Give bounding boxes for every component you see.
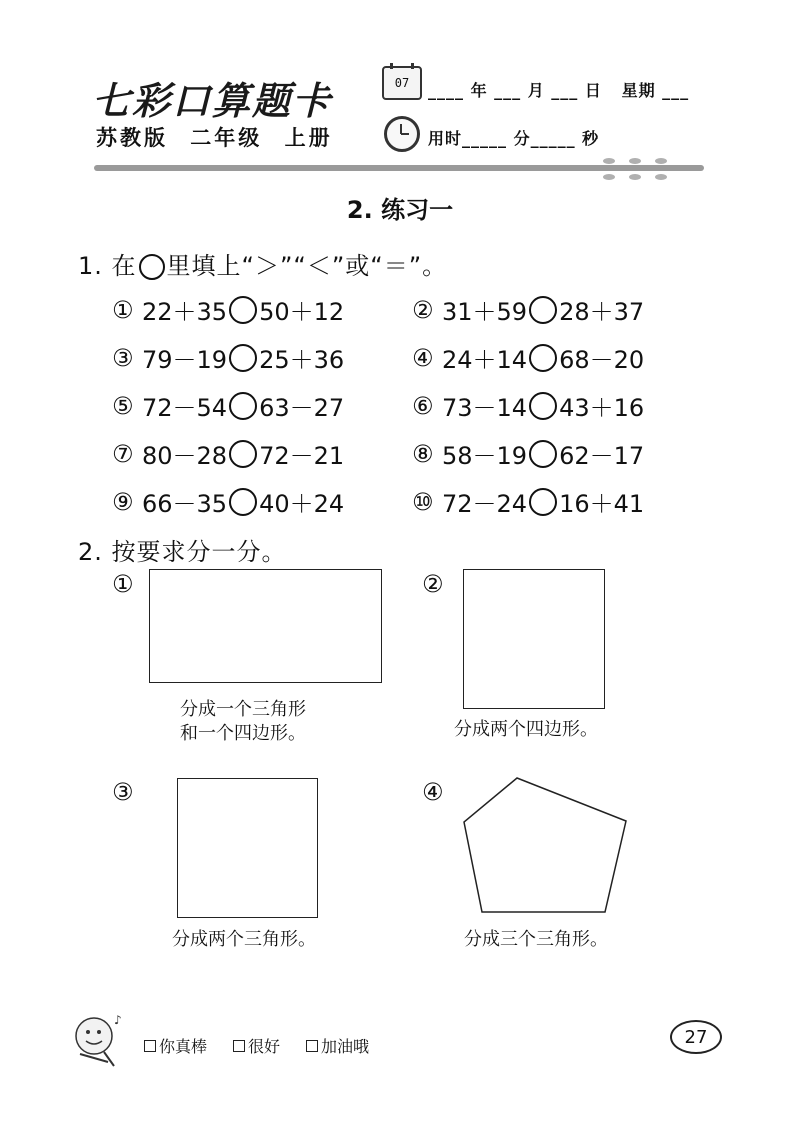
caption-line: 分成一个三角形 (180, 699, 306, 720)
inequality-item (112, 484, 344, 519)
inequality-item (112, 292, 344, 327)
answer-circle[interactable] (229, 488, 257, 516)
answer-circle[interactable] (529, 488, 557, 516)
calendar-day: 07 (394, 76, 410, 90)
checkbox[interactable] (233, 1040, 245, 1052)
answer-circle[interactable] (529, 392, 557, 420)
right-expression: 25＋36 (259, 346, 345, 374)
shape-number: ② (422, 570, 444, 598)
right-expression: 68－20 (559, 346, 645, 374)
caption-line: 分成两个三角形。 (172, 929, 316, 950)
answer-circle[interactable] (229, 296, 257, 324)
clock-icon (384, 116, 420, 152)
question-2-title: 2. 按要求分一分。 (78, 538, 287, 566)
mascot-icon (66, 1010, 130, 1070)
inequality-item (412, 292, 644, 327)
left-expression: 73－14 (442, 394, 528, 422)
right-expression: 72－21 (259, 442, 345, 470)
item-number: ⑨ (112, 487, 134, 516)
shape-number: ④ (422, 778, 444, 806)
inequality-item (112, 436, 344, 471)
time-line: 用时_____ 分_____ 秒 (428, 129, 600, 148)
left-expression: 80－28 (142, 442, 228, 470)
divider-knob-icon (606, 158, 612, 180)
rating-label: 你真棒 (159, 1037, 208, 1056)
caption-line: 分成两个四边形。 (454, 719, 598, 740)
shape-caption (454, 718, 598, 742)
left-expression: 22＋35 (142, 298, 228, 326)
item-number: ⑦ (112, 439, 134, 468)
question-1-title-pre: 1. 在 (78, 252, 137, 280)
svg-text:♪: ♪ (114, 1013, 122, 1027)
right-expression: 63－27 (259, 394, 345, 422)
shape-caption (172, 928, 316, 952)
calendar-icon (382, 66, 422, 100)
item-number: ② (412, 295, 434, 324)
question-1-title-post: 里填上“＞”“＜”或“＝”。 (166, 252, 448, 280)
item-number: ⑧ (412, 439, 434, 468)
circle-icon (139, 254, 165, 280)
question-1-title (78, 246, 447, 281)
item-number: ⑥ (412, 391, 434, 420)
shape-number: ③ (112, 778, 134, 806)
caption-line: 分成三个三角形。 (464, 929, 608, 950)
brand-title: 七彩口算题卡 (92, 78, 333, 123)
right-expression: 62－17 (559, 442, 645, 470)
rectangle-shape[interactable] (149, 569, 382, 683)
divider-knob-icon (658, 158, 664, 180)
inequality-item (412, 436, 644, 471)
inequality-item (112, 340, 344, 375)
caption-line: 和一个四边形。 (180, 723, 306, 744)
checkbox[interactable] (144, 1040, 156, 1052)
left-expression: 66－35 (142, 490, 228, 518)
inequality-item (412, 484, 644, 519)
answer-circle[interactable] (229, 392, 257, 420)
inequality-item (112, 388, 344, 423)
item-number: ① (112, 295, 134, 324)
right-expression: 50＋12 (259, 298, 345, 326)
left-expression: 24＋14 (442, 346, 528, 374)
rating-option[interactable] (144, 1034, 207, 1057)
inequality-item (412, 388, 644, 423)
pentagon-shape[interactable] (460, 774, 632, 916)
date-line: ____ 年 ___ 月 ___ 日 星期 ___ (428, 81, 690, 100)
square-shape[interactable] (177, 778, 318, 918)
right-expression: 16＋41 (559, 490, 645, 518)
pentagon-outline[interactable] (464, 778, 626, 912)
page-number: 27 (670, 1020, 722, 1054)
left-expression: 31＋59 (442, 298, 528, 326)
item-number: ④ (412, 343, 434, 372)
right-expression: 40＋24 (259, 490, 345, 518)
left-expression: 72－54 (142, 394, 228, 422)
answer-circle[interactable] (529, 296, 557, 324)
answer-circle[interactable] (229, 440, 257, 468)
shape-caption (180, 698, 306, 746)
right-expression: 43＋16 (559, 394, 645, 422)
shape-caption (464, 928, 608, 952)
checkbox[interactable] (306, 1040, 318, 1052)
answer-circle[interactable] (529, 440, 557, 468)
shape-number: ① (112, 570, 134, 598)
item-number: ⑤ (112, 391, 134, 420)
divider-knob-icon (632, 158, 638, 180)
rating-option[interactable] (306, 1034, 369, 1057)
inequality-item (412, 340, 644, 375)
rating-label: 很好 (248, 1037, 281, 1056)
answer-circle[interactable] (529, 344, 557, 372)
edition-subtitle: 苏教版 二年级 上册 (96, 126, 333, 150)
rating-option[interactable] (233, 1034, 280, 1057)
left-expression: 72－24 (442, 490, 528, 518)
lesson-title: 2. 练习一 (346, 196, 454, 224)
left-expression: 79－19 (142, 346, 228, 374)
answer-circle[interactable] (229, 344, 257, 372)
rating-label: 加油哦 (321, 1037, 370, 1056)
right-expression: 28＋37 (559, 298, 645, 326)
item-number: ⑩ (412, 487, 434, 516)
item-number: ③ (112, 343, 134, 372)
header-divider (94, 165, 704, 171)
left-expression: 58－19 (442, 442, 528, 470)
square-shape[interactable] (463, 569, 605, 709)
